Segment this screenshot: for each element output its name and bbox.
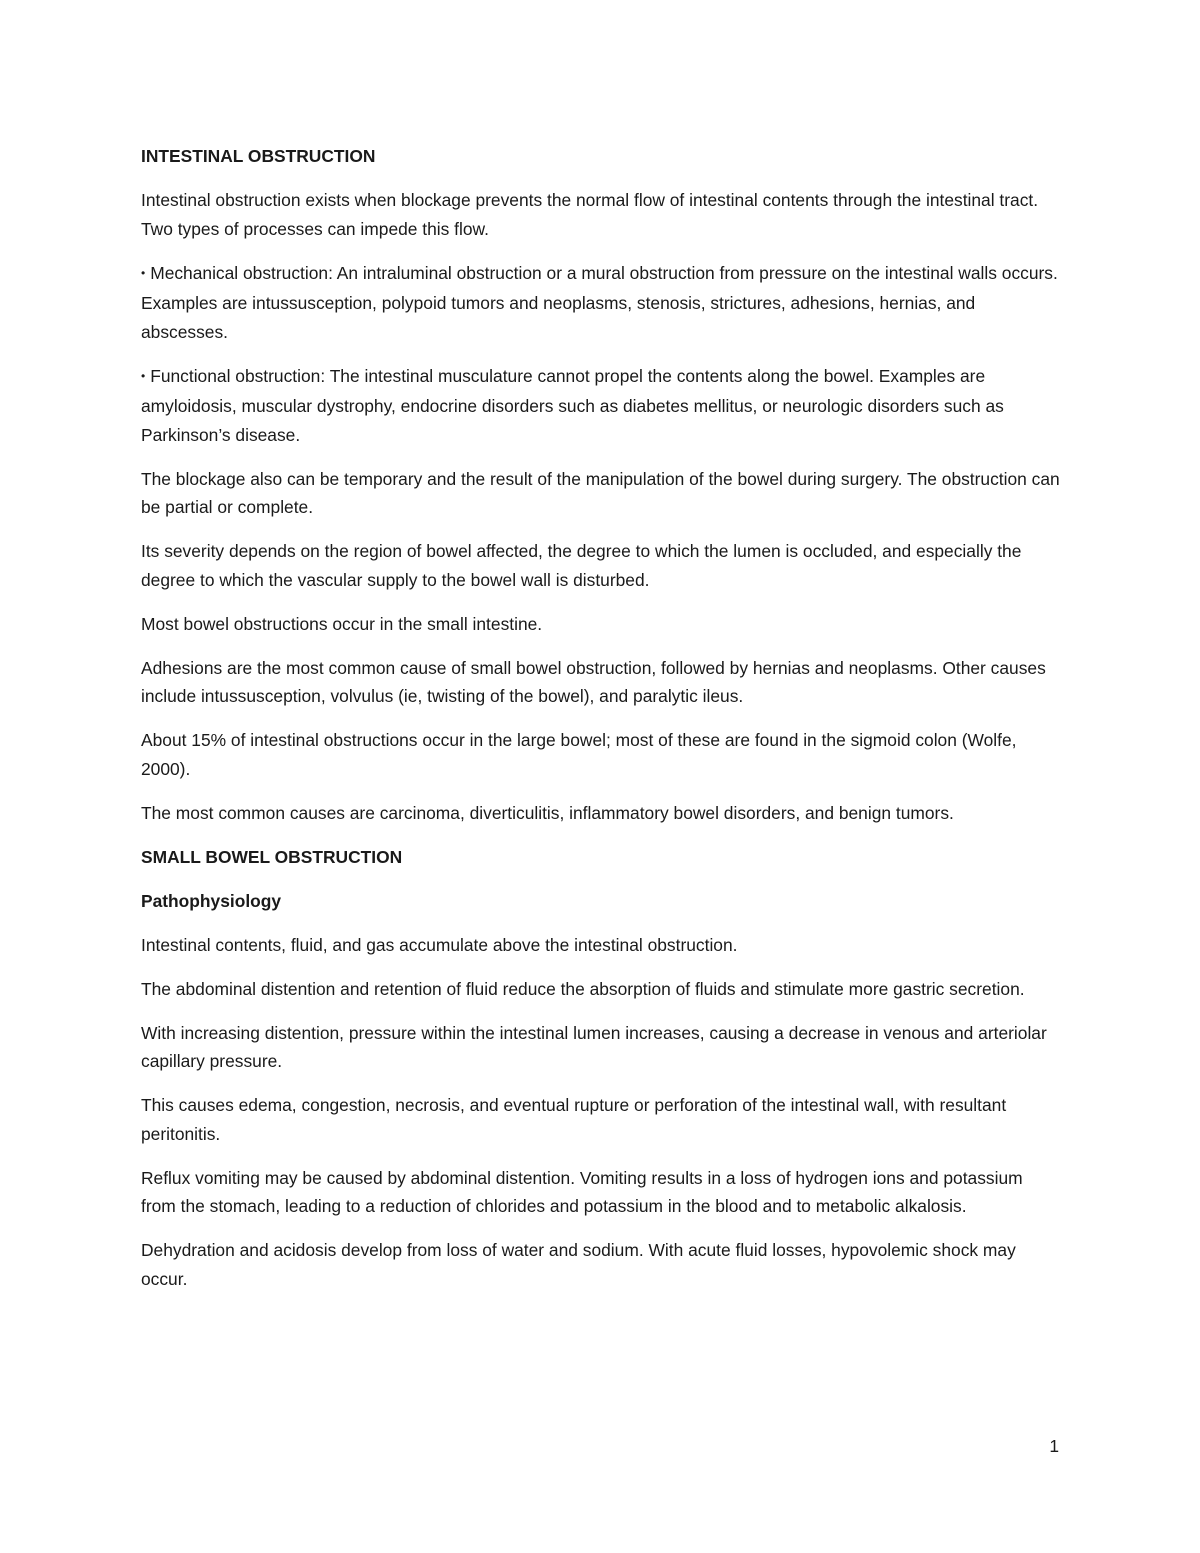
page-content [141, 142, 1061, 1309]
bullet-item [141, 362, 1061, 450]
bullet-icon: • [141, 368, 146, 383]
body-paragraph: Its severity depends on the region of bowel affected, the degree to which the lumen is occluded, and especially the degree to which the vascular supply to the bowel wall is disturbed. [141, 541, 1022, 590]
patho-paragraph: With increasing distention, pressure within the intestinal lumen increases, causing a decrease in venous and arteriolar capillary pressure. [141, 1022, 1047, 1071]
document-title: INTESTINAL OBSTRUCTION [141, 146, 376, 166]
subsection-heading: Pathophysiology [141, 890, 282, 911]
patho-paragraph: This causes edema, congestion, necrosis, and eventual rupture or perforation of the intestinal wall, with resultant peritonitis. [141, 1095, 1007, 1144]
body-paragraph: Adhesions are the most common cause of small bowel obstruction, followed by hernias and neoplasms. Other causes include intussusception, volvulus (ie, twisting of the bowel), and paralytic ileus. [141, 657, 1046, 706]
section-heading: SMALL BOWEL OBSTRUCTION [141, 846, 403, 867]
page-number: 1 [1049, 1436, 1059, 1456]
patho-paragraph: Dehydration and acidosis develop from loss of water and sodium. With acute fluid losses, hypovolemic shock may occur. [141, 1240, 1016, 1289]
body-paragraph: About 15% of intestinal obstructions occur in the large bowel; most of these are found in the sigmoid colon (Wolfe, 2000). [141, 730, 1017, 779]
patho-paragraph: The abdominal distention and retention of fluid reduce the absorption of fluids and stimulate more gastric secretion. [141, 978, 1025, 999]
bullet-text-functional: Functional obstruction: The intestinal musculature cannot propel the contents along the bowel. Examples are amyloidosis, muscular dystrophy, endocrine disorders such as diabetes mellitus, or neurologic disorders such as Parkinson’s disease. [141, 365, 1004, 445]
bullet-text-mechanical: Mechanical obstruction: An intraluminal obstruction or a mural obstruction from pressure on the intestinal walls occurs. Examples are intussusception, polypoid tumors and neoplasms, stenosis, strictures, adhesions, hernias, and abscesses. [141, 262, 1058, 342]
patho-paragraph: Intestinal contents, fluid, and gas accumulate above the intestinal obstruction. [141, 934, 738, 955]
bullet-item [141, 259, 1061, 347]
body-paragraph: Most bowel obstructions occur in the small intestine. [141, 613, 543, 634]
patho-paragraph: Reflux vomiting may be caused by abdominal distention. Vomiting results in a loss of hydrogen ions and potassium from the stomach, leading to a reduction of chlorides and potassium in the blood and to metabolic alkalosis. [141, 1167, 1023, 1216]
bullet-icon: • [141, 265, 146, 280]
body-paragraph: The most common causes are carcinoma, diverticulitis, inflammatory bowel disorders, and benign tumors. [141, 802, 954, 823]
body-paragraph: The blockage also can be temporary and the result of the manipulation of the bowel during surgery. The obstruction can be partial or complete. [141, 468, 1060, 517]
intro-paragraph: Intestinal obstruction exists when blockage prevents the normal flow of intestinal contents through the intestinal tract. Two types of processes can impede this flow. [141, 190, 1039, 239]
